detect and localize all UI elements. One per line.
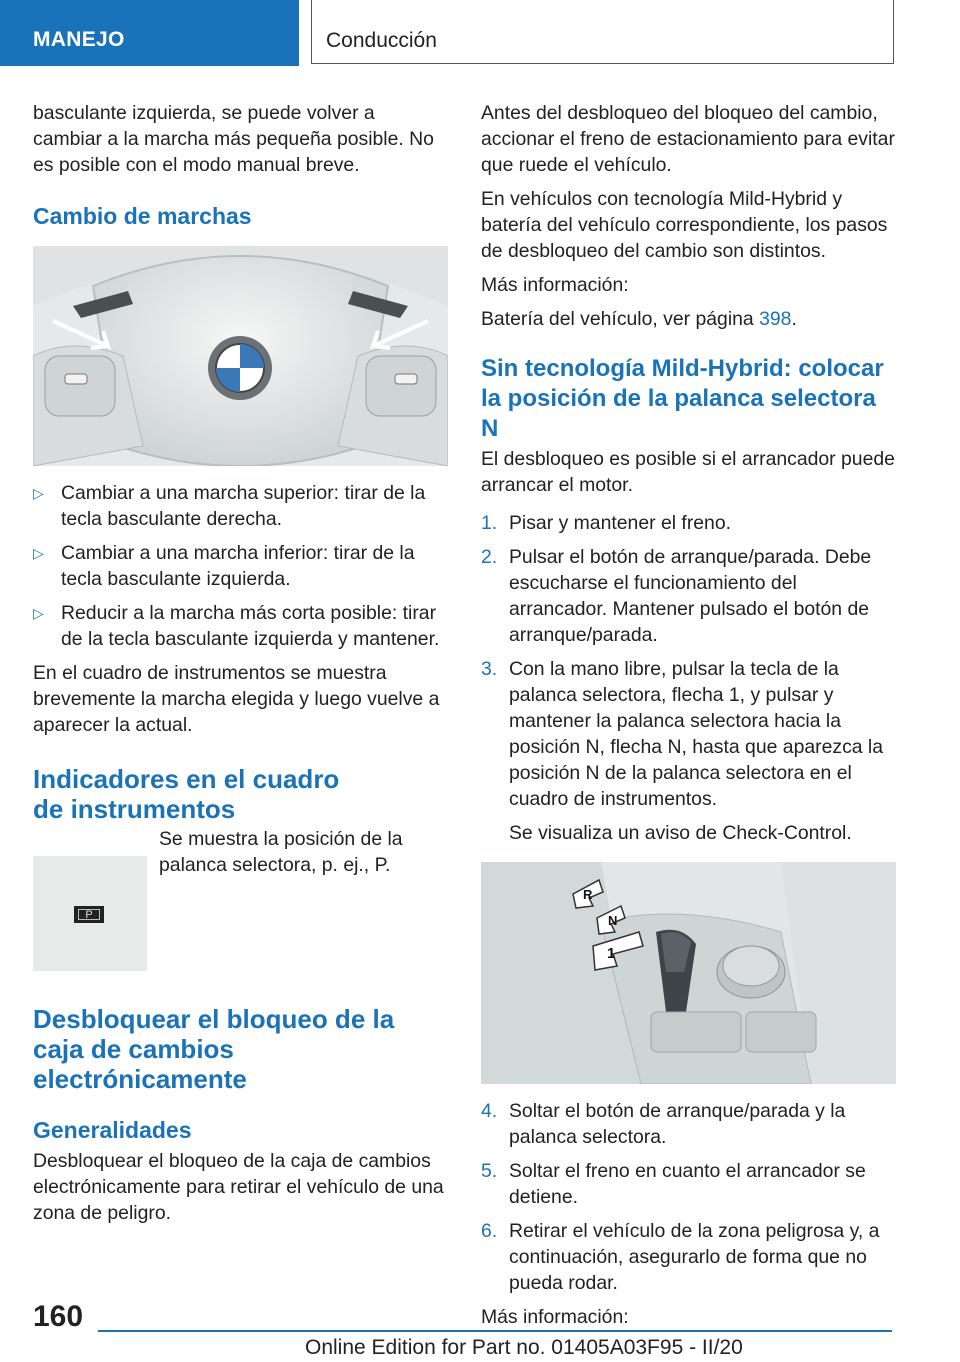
indicator-symbol: P — [78, 909, 100, 920]
bullet-text: Reducir a la marcha más corta posible: tirar de la tecla basculante izquierda y mantener. — [61, 602, 440, 650]
triangle-bullet-icon: ▷ — [33, 485, 44, 501]
step-number: 2. — [481, 546, 498, 568]
heading-line: Indicadores en el cuadro — [33, 764, 340, 794]
heading-line: Desbloquear el bloqueo de la — [33, 1004, 395, 1034]
triangle-bullet-icon: ▷ — [33, 605, 44, 621]
heading-line: la posición de la palanca selectora N — [481, 385, 876, 442]
list-item — [481, 544, 896, 648]
list-item — [33, 540, 448, 592]
intro-paragraph: basculante izquierda, se puede volver a cambiar a la marcha más pequeña posible. No es posible con el modo manual breve. — [33, 102, 434, 176]
step-text: Pisar y mantener el freno. — [509, 512, 732, 534]
steps-list-a — [481, 510, 896, 846]
list-item — [33, 480, 448, 532]
generalidades-paragraph: Desbloquear el bloqueo de la caja de cambios electrónicamente para retirar el vehículo de una zona de peligro. — [33, 1150, 444, 1224]
footer-divider — [98, 1330, 892, 1332]
gear-selector-image — [481, 862, 896, 1084]
bullet-text: Cambiar a una marcha superior: tirar de la tecla basculante derecha. — [61, 482, 426, 530]
indicator-block — [33, 826, 448, 976]
step-text: Soltar el botón de arranque/parada y la palanca selectora. — [509, 1100, 846, 1148]
list-item — [481, 1098, 896, 1150]
left-column — [33, 100, 448, 1226]
indicator-image — [33, 856, 147, 971]
heading-desbloquear — [33, 1004, 448, 1094]
heading-cambio-marchas: Cambio de marchas — [33, 203, 252, 229]
triangle-bullet-icon: ▷ — [33, 545, 44, 561]
paragraph-mild-hybrid: En vehículos con tecnología Mild-Hybrid y batería del vehículo correspondiente, los pasos de desbloqueo del cambio son distintos. — [481, 188, 888, 262]
heading-indicadores — [33, 764, 448, 824]
bateria-text: Batería del vehículo, ver página — [481, 308, 760, 330]
step-number: 3. — [481, 658, 498, 680]
heading-generalidades: Generalidades — [33, 1117, 192, 1143]
chapter-title: Conducción — [326, 29, 437, 52]
page-link-398[interactable]: 398 — [759, 308, 792, 330]
list-item — [481, 1158, 896, 1210]
step-text: Retirar el vehículo de la zona peligrosa y, a continuación, asegurarlo de forma que no pueda rodar. — [509, 1220, 880, 1294]
section-title: MANEJO — [33, 28, 125, 51]
step-number: 6. — [481, 1220, 498, 1242]
page-number: 160 — [33, 1300, 84, 1333]
mas-informacion-label: Más información: — [481, 274, 629, 296]
step-number: 4. — [481, 1100, 498, 1122]
mas-informacion-label-2: Más información: — [481, 1306, 629, 1328]
heading-sin-mild-hybrid — [481, 354, 896, 444]
step-text: Soltar el freno en cuanto el arrancador se detiene. — [509, 1160, 866, 1208]
chapter-header — [311, 0, 894, 64]
list-item — [481, 1218, 896, 1296]
heading-line: caja de cambios — [33, 1034, 234, 1064]
paragraph-desbloqueo: El desbloqueo es posible si el arrancador puede arrancar el motor. — [481, 448, 895, 496]
section-tab — [0, 0, 299, 66]
paragraph-freno: Antes del desbloqueo del bloqueo del cambio, accionar el freno de estacionamiento para evitar que ruede el vehículo. — [481, 102, 895, 176]
bateria-reference: Batería del vehículo, ver página 398. — [481, 308, 797, 330]
right-column — [481, 100, 896, 1330]
step-number: 5. — [481, 1160, 498, 1182]
step-text: Con la mano libre, pulsar la tecla de la palanca selectora, flecha 1, y pulsar y mantener la palanca selectora hacia la posición N, flecha N, hasta que aparezca la posición N de la palanca selectora en el cuadro de instrumentos. — [509, 658, 884, 810]
steps-list-b — [481, 1098, 896, 1296]
heading-line: electrónicamente — [33, 1064, 247, 1094]
check-control-note: Se visualiza un aviso de Check-Control. — [509, 822, 852, 844]
bullet-list — [33, 480, 448, 652]
bullet-text: Cambiar a una marcha inferior: tirar de la tecla basculante izquierda. — [61, 542, 415, 590]
steering-wheel-image — [33, 246, 448, 466]
heading-line: Sin tecnología Mild-Hybrid: colocar — [481, 355, 884, 382]
cuadro-paragraph: En el cuadro de instrumentos se muestra brevemente la marcha elegida y luego vuelve a aparecer la actual. — [33, 662, 440, 736]
arrow-label-r: R — [583, 887, 593, 902]
step-number: 1. — [481, 512, 498, 534]
step-text: Pulsar el botón de arranque/parada. Debe escucharse el funcionamiento del arrancador. Mantener pulsado el botón de arranque/parada. — [509, 546, 872, 646]
edition-text: Online Edition for Part no. 01405A03F95 - II/20 — [305, 1336, 743, 1359]
list-item — [481, 656, 896, 812]
gear-indicator-p — [74, 906, 104, 923]
list-item — [33, 600, 448, 652]
arrow-label-1: 1 — [607, 945, 616, 962]
heading-line: de instrumentos — [33, 794, 236, 824]
indicator-text: Se muestra la posición de la palanca selectora, p. ej., P. — [159, 828, 403, 876]
arrow-label-n: N — [608, 913, 618, 928]
list-item — [481, 510, 896, 536]
